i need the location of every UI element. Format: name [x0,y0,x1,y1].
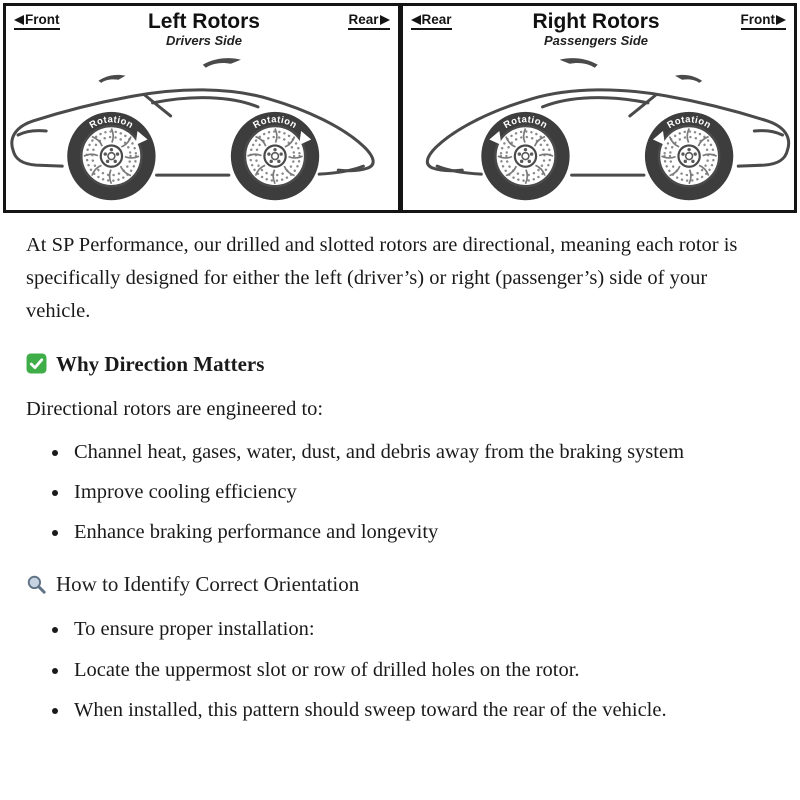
panel-left-titles [148,10,260,48]
section-title: How to Identify Correct Orientation [56,572,360,597]
panel-title: Left Rotors [147,10,260,33]
panel-left-rotors [3,3,401,213]
list-item: • Locate the uppermost slot or row of drilled holes on the rotor. [70,654,774,687]
section-title: Why Direction Matters [56,351,265,376]
car-illustration-right [403,50,795,208]
list-item: • Improve cooling efficiency [70,476,774,509]
arrow-right-icon [380,15,390,25]
magnifier-icon [26,574,47,595]
arrow-right-icon [776,15,786,25]
svg-text:Rotation: Rotation [664,114,713,132]
panel-right-rotors [401,3,798,213]
list-item: • Channel heat, gases, water, dust, and debris away from the braking system [70,436,774,469]
orientation-list [26,613,774,727]
benefits-list [26,436,774,550]
car-illustration-left [6,50,398,208]
svg-text:Rotation: Rotation [251,114,299,132]
rear-direction-label: Rear [411,12,452,30]
list-item: • Enhance braking performance and longevity [70,516,774,549]
panel-title: Right Rotors [532,10,660,33]
panel-right-titles [532,10,659,48]
section-heading-why-direction-matters [26,347,774,381]
check-icon [26,353,47,374]
arrow-left-icon [14,15,24,25]
list-item: • When installed, this pattern should sweep toward the rear of the vehicle. [70,694,774,727]
list-item: • To ensure proper installation: [70,613,774,646]
panel-left-header [6,6,398,48]
section-lead: Directional rotors are engineered to: [26,397,324,420]
panel-subtitle: Drivers Side [166,33,242,49]
front-direction-label: Front [741,12,787,30]
arrow-left-icon [411,15,421,25]
section-heading-identify-orientation [26,567,774,601]
svg-text:Rotation: Rotation [501,114,549,132]
panel-right-header [403,6,795,48]
article-body [0,213,800,753]
front-direction-label: Front [14,12,60,30]
svg-text:Rotation: Rotation [87,114,136,132]
rear-direction-label: Rear [348,12,389,30]
intro-paragraph: At SP Performance, our drilled and slotted rotors are directional, meaning each rotor is specifically designed for either the left (driver’s) or right (passenger’s) side of your vehicle. [26,234,738,323]
panel-subtitle: Passengers Side [543,33,649,49]
rotor-direction-diagram [0,0,800,213]
